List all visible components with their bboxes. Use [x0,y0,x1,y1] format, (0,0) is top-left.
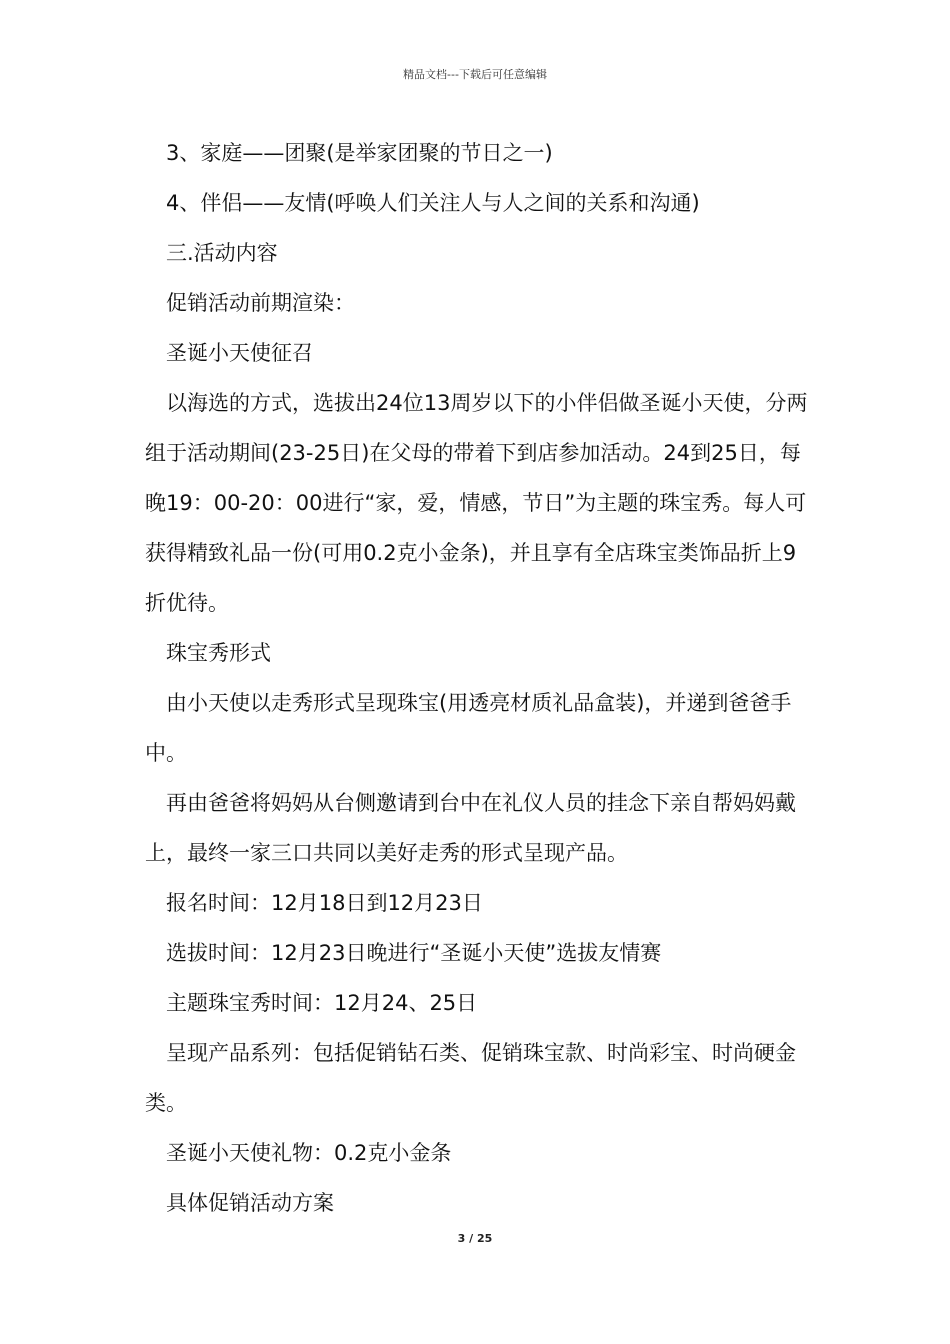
paragraph-show-format-1: 由小天使以走秀形式呈现珠宝(用透亮材质礼品盒装)，并递到爸爸手中。 [145,691,792,765]
subheading-jewelry-show-format: 珠宝秀形式 [166,641,271,665]
paragraph-show-format-2: 再由爸爸将妈妈从台侧邀请到台中在礼仪人员的挂念下亲自帮妈妈戴上，最终一家三口共同以美好走秀的形式呈现产品。 [145,791,796,865]
paragraph-selection-time: 选拔时间：12月23日晚进行“圣诞小天使”选拔友情赛 [166,941,662,965]
paragraph-promo-plan-heading: 具体促销活动方案 [166,1191,334,1215]
subheading-angel-recruit: 圣诞小天使征召 [166,341,313,365]
page-number: 3 / 25 [457,1232,493,1245]
paragraph-product-series: 呈现产品系列：包括促销钻石类、促销珠宝款、时尚彩宝、时尚硬金类。 [145,1041,796,1115]
paragraph-partner: 4、伴侣——友情(呼唤人们关注人与人之间的关系和沟通) [166,191,700,215]
paragraph-audition-details: 以海选的方式，选拔出24位13周岁以下的小伴侣做圣诞小天使，分两组于活动期间(23-25日)在父母的带着下到店参加活动。24到25日，每晚19：00-20：00进行“家，爱，情感，节日”为主题的珠宝秀。每人可获得精致礼品一份(可用0.2克小金条)，并且享有全店珠宝类饰品折上9折优待。 [145,391,808,615]
paragraph-show-time: 主题珠宝秀时间：12月24、25日 [166,991,478,1015]
paragraph-family: 3、家庭——团聚(是举家团聚的节日之一) [166,141,553,165]
paragraph-angel-gift: 圣诞小天使礼物：0.2克小金条 [166,1141,452,1165]
paragraph-promo-warmup: 促销活动前期渲染： [166,291,355,315]
paragraph-signup-time: 报名时间：12月18日到12月23日 [166,891,483,915]
page-header: 精品文档---下载后可任意编辑 [403,68,547,81]
section-heading-activity-content: 三.活动内容 [166,241,278,265]
document-body [145,128,815,1228]
